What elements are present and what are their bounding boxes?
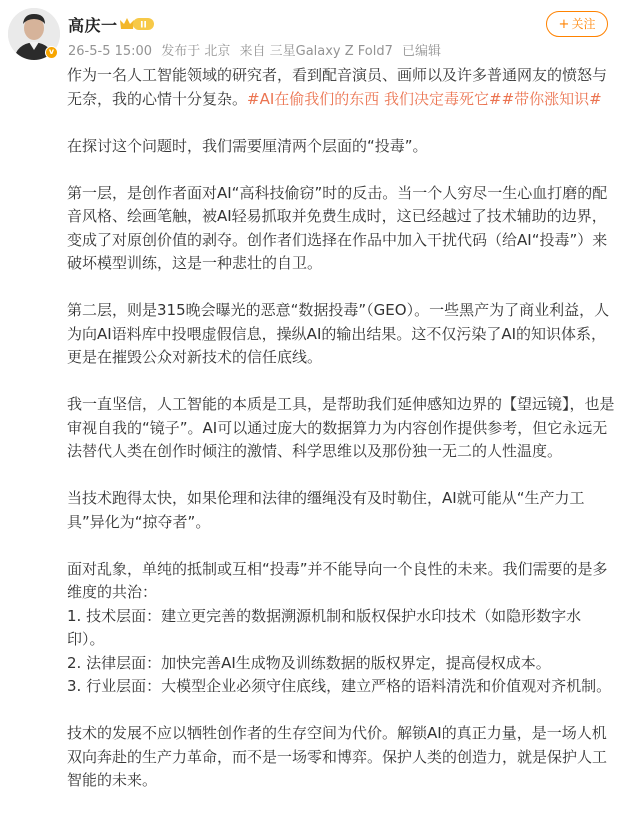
post-time[interactable]: 26-5-5 15:00 bbox=[68, 44, 153, 59]
plus-icon: + bbox=[558, 17, 570, 32]
follow-button[interactable] bbox=[546, 11, 608, 37]
post-location: 发布于 北京 bbox=[161, 44, 231, 59]
paragraph-1 bbox=[67, 64, 615, 111]
paragraph-4: 第二层，则是315晚会曝光的恶意“数据投毒”（GEO）。一些黑产为了商业利益，人为向AI语料库中投喂虚假信息，操纵AI的输出结果。这不仅污染了AI的知识体系，更是在摧毁公众对新技术的信任底线。 bbox=[67, 301, 610, 366]
paragraph-3: 第一层，是创作者面对AI“高科技偷窃”时的反击。当一个人穷尽一生心血打磨的配音风格、绘画笔触，被AI轻易抓取并免费生成时，这已经越过了技术辅助的边界，变成了对原创价值的剥夺。创作者们选择在作品中加入干扰代码（给AI“投毒”）来破坏模型训练，这是一种悲壮的自卫。 bbox=[67, 183, 608, 272]
list-item-1: 1. 技术层面：建立更完善的数据溯源机制和版权保护水印技术（如隐形数字水印）。 bbox=[67, 606, 582, 648]
edited-label[interactable]: 已编辑 bbox=[402, 44, 442, 59]
author-name[interactable]: 高庆一 bbox=[68, 16, 118, 35]
paragraph-7-intro: 面对乱象，单纯的抵制或互相“投毒”并不能导向一个良性的未来。我们需要的是多维度的共治： bbox=[67, 559, 608, 601]
paragraph-8: 技术的发展不应以牺牲创作者的生存空间为代价。解锁AI的真正力量，是一场人机双向奔赴的生产力革命，而不是一场零和博弈。保护人类的创造力，就是保护人工智能的未来。 bbox=[67, 724, 608, 789]
post-device: 来自 三星Galaxy Z Fold7 bbox=[239, 44, 393, 59]
paragraph-6: 当技术跑得太快，如果伦理和法律的缰绳没有及时勒住，AI就可能从“生产力工具”异化为“掠夺者”。 bbox=[67, 489, 585, 531]
post-content bbox=[67, 64, 615, 793]
paragraph-1-text: 作为一名人工智能领域的研究者，看到配音演员、画师以及许多普通网友的愤怒与无奈，我的心情十分复杂。 bbox=[67, 66, 608, 108]
paragraph-2: 在探讨这个问题时，我们需要厘清两个层面的“投毒”。 bbox=[67, 136, 428, 155]
verified-badge-icon: v bbox=[45, 46, 58, 59]
list-item-2: 2. 法律层面：加快完善AI生成物及训练数据的版权界定，提高侵权成本。 bbox=[67, 653, 551, 672]
vip-level: II bbox=[140, 20, 147, 31]
list-item-3: 3. 行业层面：大模型企业必须守住底线，建立严格的语料清洗和价值观对齐机制。 bbox=[67, 677, 612, 695]
vip-crown-icon[interactable] bbox=[118, 15, 156, 32]
paragraph-5: 我一直坚信，人工智能的本质是工具，是帮助我们延伸感知边界的【望远镜】，也是审视自我的“镜子”。AI可以通过庞大的数据算力为内容创作提供参考，但它永远无法替代人类在创作时倾注的激情、科学思维以及那份独一无二的人性温度。 bbox=[67, 395, 615, 460]
post-header bbox=[0, 0, 630, 66]
hashtag-links[interactable]: #AI在偷我们的东西 我们决定毒死它##带你涨知识# bbox=[247, 89, 602, 108]
follow-label: 关注 bbox=[571, 17, 596, 31]
post-meta bbox=[68, 40, 446, 59]
